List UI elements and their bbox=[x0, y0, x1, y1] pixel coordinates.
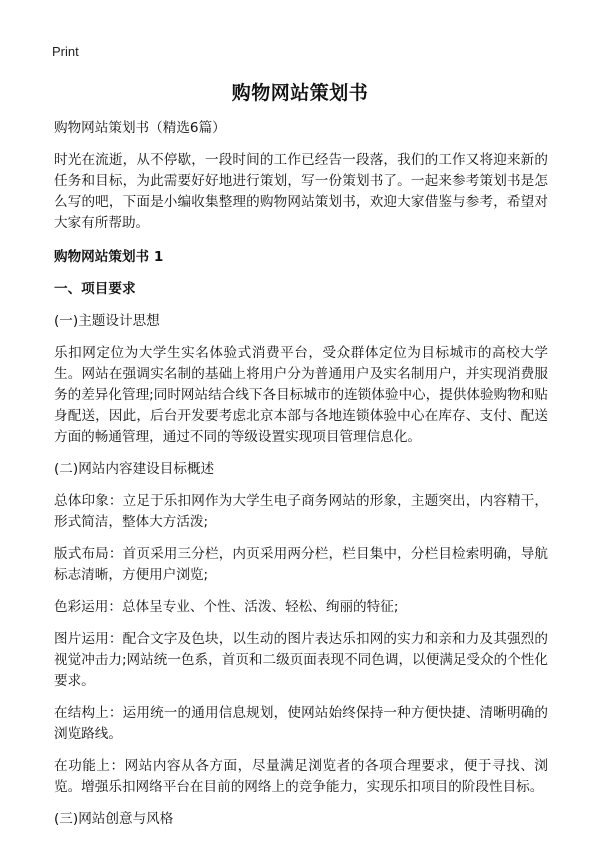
section-heading: 购物网站策划书 1 bbox=[54, 249, 164, 265]
overall-paragraph: 总体印象：立足于乐扣网作为大学生电子商务网站的形象，主题突出，内容精干，形式简洁，整体大方活泼; bbox=[54, 493, 548, 530]
function-paragraph: 在功能上：网站内容从各方面，尽量满足浏览者的各项合理要求，便于寻找、浏览。增强乐扣网络平台在目前的网络上的竞争能力，实现乐扣项目的阶段性目标。 bbox=[54, 758, 548, 795]
intro-paragraph: 时光在流逝，从不停歇，一段时间的工作已经告一段落，我们的工作又将迎来新的任务和目标，为此需要好好地进行策划，写一份策划书了。一起来参考策划书是怎么写的吧，下面是小编收集整理的购物网站策划书，欢迎大家借鉴与参考，希望对大家有所帮助。 bbox=[54, 152, 548, 231]
structure-paragraph: 在结构上：运用统一的通用信息规划，使网站始终保持一种方便快捷、清晰明确的浏览路线。 bbox=[54, 705, 548, 742]
document-subtitle: 购物网站策划书（精选6篇） bbox=[54, 120, 226, 136]
theme-paragraph: 乐扣网定位为大学生实名体验式消费平台，受众群体定位为目标城市的高校大学生。网站在强调实名制的基础上将用户分为普通用户及实名制用户，并实现消费服务的差异化管理;同时网站结合线下各目标城市的连锁体验中心，提供体验购物和贴身配送，因此，后台开发要考虑北京本部与各地连锁体验中心在库存、支付、配送方面的畅通管理，通过不同的等级设置实现项目管理信息化。 bbox=[54, 345, 548, 445]
page-title: 购物网站策划书 bbox=[231, 82, 369, 104]
part-heading: 一、项目要求 bbox=[54, 281, 136, 297]
document-body bbox=[54, 118, 548, 841]
color-paragraph: 色彩运用：总体呈专业、个性、活泼、轻松、绚丽的特征; bbox=[54, 599, 399, 615]
print-label[interactable]: Print bbox=[52, 44, 79, 59]
subsection-heading: (二)网站内容建设目标概述 bbox=[54, 461, 215, 477]
subsection-heading: (一)主题设计思想 bbox=[54, 313, 160, 329]
image-paragraph: 图片运用：配合文字及色块，以生动的图片表达乐扣网的实力和亲和力及其强烈的视觉冲击力;网站统一色系，首页和二级页面表现不同色调，以便满足受众的个性化要求。 bbox=[54, 631, 548, 689]
layout-paragraph: 版式布局：首页采用三分栏，内页采用两分栏，栏目集中，分栏目检索明确，导航标志清晰，方便用户浏览; bbox=[54, 546, 548, 583]
subsection-heading: (三)网站创意与风格 bbox=[54, 811, 174, 827]
